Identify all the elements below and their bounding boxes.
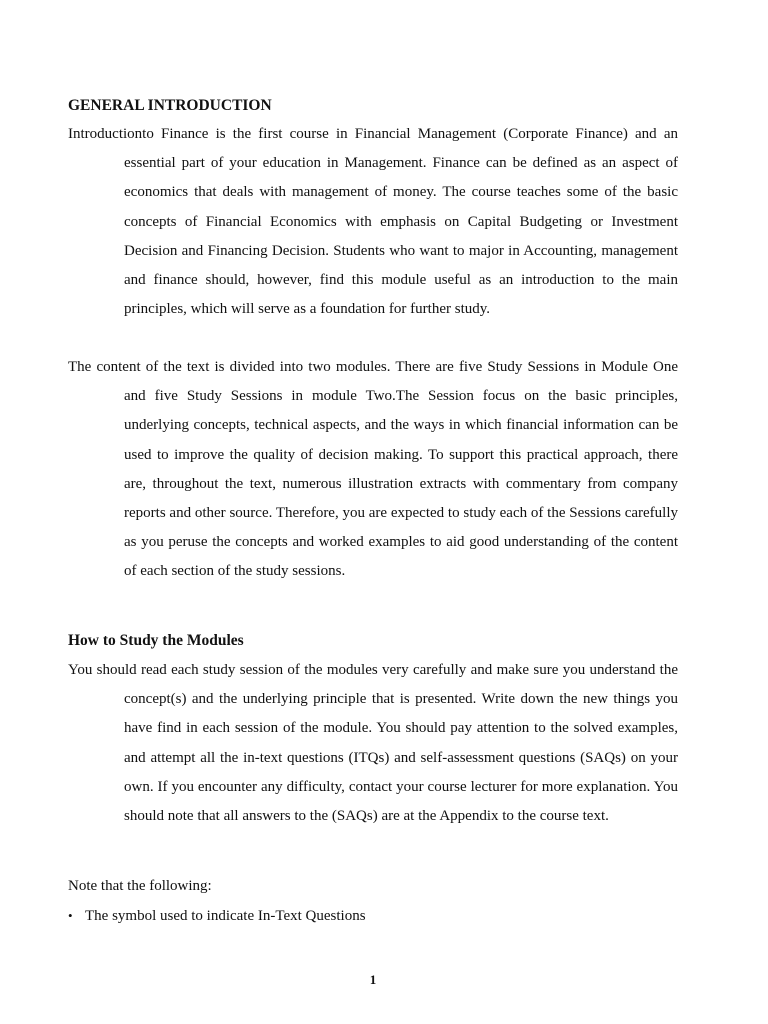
how-to-study-heading: How to Study the Modules — [68, 632, 244, 649]
note-text: Note that the following: — [68, 878, 212, 894]
bullet-list-item — [68, 906, 366, 926]
bullet-text: The symbol used to indicate In-Text Questions — [85, 908, 366, 924]
how-to-study-paragraph: You should read each study session of the modules very carefully and make sure you understand the concept(s) and the underlying principle that is presented. Write down the new things you have find in each session of the module. You should pay attention to the solved examples, and attempt all the in-text questions (ITQs) and self-assessment questions (SAQs) on your own. If you encounter any difficulty, contact your course lecturer for more explanation. You should note that all answers to the (SAQs) are at the Appendix to the course text. — [68, 662, 678, 825]
bullet-icon: • — [68, 908, 73, 923]
general-introduction-heading: GENERAL INTRODUCTION — [68, 97, 272, 114]
general-introduction-paragraph-2: The content of the text is divided into two modules. There are five Study Sessions in Module One and five Study Sessions in module Two.The Session focus on the basic principles, underlying concepts, technical aspects, and the ways in which financial information can be used to improve the quality of decision making. To support this practical approach, there are, throughout the text, numerous illustration extracts with commentary from company reports and other source. Therefore, you are expected to study each of the Sessions carefully as you peruse the concepts and worked examples to aid good understanding of the content of each section of the study sessions. — [68, 359, 678, 580]
general-introduction-paragraph-1: Introductionto Finance is the first course in Financial Management (Corporate Finance) and an essential part of your education in Management. Finance can be defined as an aspect of economics that deals with management of money. The course teaches some of the basic concepts of Financial Economics with emphasis on Capital Budgeting or Investment Decision and Financing Decision. Students who want to major in Accounting, management and finance should, however, find this module useful as an introduction to the main principles, which will serve as a foundation for further study. — [68, 126, 678, 318]
page-number: 1 — [369, 972, 377, 987]
